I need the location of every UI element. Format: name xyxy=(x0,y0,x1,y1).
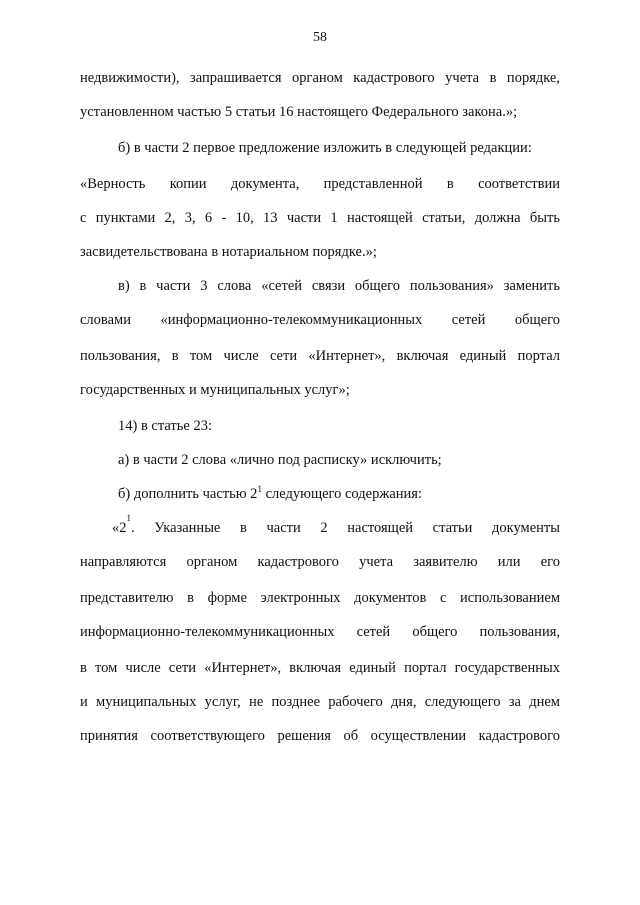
text-line: и муниципальных услуг, не позднее рабочего дня, следующего за днем xyxy=(80,694,560,710)
text-line: информационно-телекоммуникационных сетей общего пользования, xyxy=(80,624,560,640)
paragraph-b2-line xyxy=(118,484,560,504)
text-line: засвидетельствована в нотариальном порядке.»; xyxy=(80,244,377,260)
text-fragment: б) дополнить частью 2 xyxy=(118,486,258,502)
text-line: установленном частью 5 статьи 16 настоящего Федерального закона.»; xyxy=(80,104,518,120)
quote-start-line xyxy=(112,513,560,538)
text-line: направляются органом кадастрового учета заявителю или его xyxy=(80,554,560,570)
item-14-line: 14) в статье 23: xyxy=(118,418,212,434)
text-line: словами «информационно-телекоммуникационных сетей общего xyxy=(80,312,560,328)
text-line: с пунктами 2, 3, 6 - 10, 13 части 1 настоящей статьи, должна быть xyxy=(80,210,560,226)
text-line: недвижимости), запрашивается органом кадастрового учета в порядке, xyxy=(80,70,560,86)
text-fragment: следующего содержания: xyxy=(261,486,423,502)
text-line: представителю в форме электронных документов с использованием xyxy=(80,590,560,606)
text-line: принятия соответствующего решения об осуществлении кадастрового xyxy=(80,728,560,744)
text-line: пользования, в том числе сети «Интернет», включая единый портал xyxy=(80,348,560,364)
text-line: в том числе сети «Интернет», включая единый портал государственных xyxy=(80,660,560,676)
superscript: 1 xyxy=(126,513,131,523)
superscript: 1 xyxy=(257,484,262,495)
text-fragment: «2 xyxy=(112,520,127,536)
text-line: «Верность копии документа, представленной в соответствии xyxy=(80,176,560,192)
paragraph-v-line: в) в части 3 слова «сетей связи общего пользования» заменить xyxy=(118,278,560,294)
paragraph-a-line: а) в части 2 слова «лично под расписку» исключить; xyxy=(118,452,442,468)
text-fragment: . Указанные в части 2 настоящей статьи документы xyxy=(131,520,560,536)
page-number: 58 xyxy=(313,30,327,45)
text-line: государственных и муниципальных услуг»; xyxy=(80,382,350,398)
paragraph-b-line: б) в части 2 первое предложение изложить в следующей редакции: xyxy=(118,140,532,156)
